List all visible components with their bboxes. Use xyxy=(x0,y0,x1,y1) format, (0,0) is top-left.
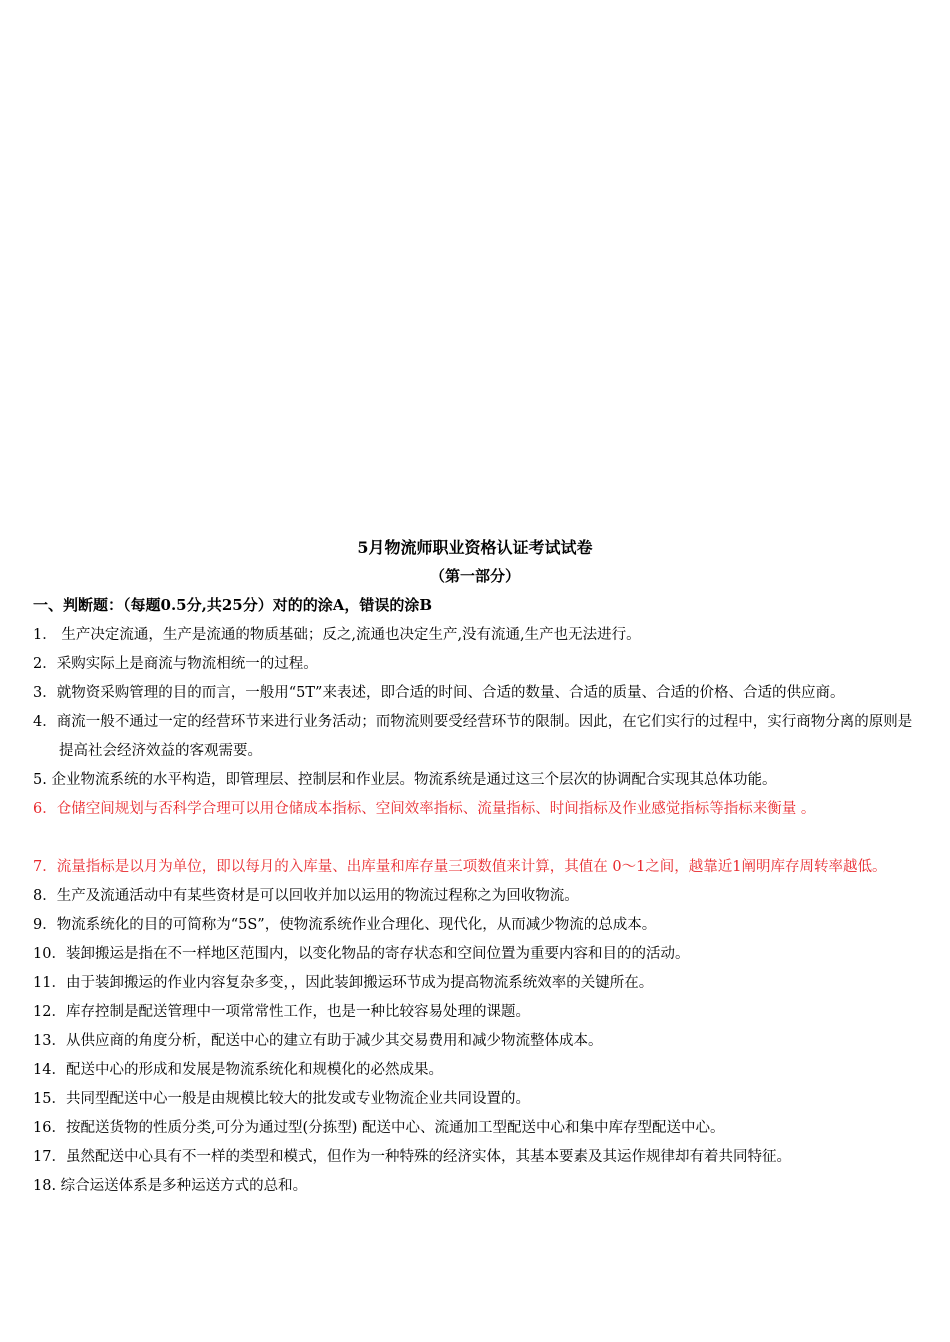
question-list xyxy=(33,621,918,1201)
question-item xyxy=(33,1027,918,1056)
question-item xyxy=(33,882,918,911)
question-number: 7． xyxy=(33,859,57,875)
question-number: 15． xyxy=(33,1091,66,1107)
question-item xyxy=(33,621,918,650)
question-item xyxy=(33,650,918,679)
exam-subtitle: （第一部分） xyxy=(429,567,520,585)
question-number: 12． xyxy=(33,1004,66,1020)
question-number: 1． xyxy=(33,627,57,643)
question-number: 9． xyxy=(33,917,57,933)
question-text: 库存控制是配送管理中一项常常性工作，也是一种比较容易处理的课题。 xyxy=(65,1004,530,1020)
question-number: 8． xyxy=(33,888,57,904)
section-heading: 一、判断题：（每题0.5分,共25分）对的的涂A，错误的涂B xyxy=(33,596,433,614)
question-item xyxy=(33,940,918,969)
question-text: 采购实际上是商流与物流相统一的过程。 xyxy=(56,656,318,672)
question-item xyxy=(33,1172,918,1201)
question-number: 18. xyxy=(33,1178,57,1194)
question-text: 商流一般不通过一定的经营环节来进行业务活动；而物流则要受经营环节的限制。因此，在它们实行的过程中，实行商物分离的原则是提高社会经济效益的客观需要。 xyxy=(56,714,913,759)
question-text: 共同型配送中心一般是由规模比较大的批发或专业物流企业共同设置的。 xyxy=(65,1091,530,1107)
question-item xyxy=(33,1056,918,1085)
question-text: 从供应商的角度分析，配送中心的建立有助于减少其交易费用和减少物流整体成本。 xyxy=(65,1033,603,1049)
question-text: 配送中心的形成和发展是物流系统化和规模化的必然成果。 xyxy=(65,1062,443,1078)
question-text: 企业物流系统的水平构造，即管理层、控制层和作业层。物流系统是通过这三个层次的协调配合实现其总体功能。 xyxy=(46,772,777,788)
question-text: 生产决定流通，生产是流通的物质基础；反之,流通也决定生产,没有流通,生产也无法进行。 xyxy=(56,627,641,643)
question-number: 14． xyxy=(33,1062,66,1078)
question-item xyxy=(33,679,918,708)
question-number: 13． xyxy=(33,1033,66,1049)
question-text: 按配送货物的性质分类,可分为通过型(分拣型) 配送中心、流通加工型配送中心和集中库存型配送中心。 xyxy=(65,1120,725,1136)
question-item xyxy=(33,911,918,940)
question-text: 就物资采购管理的目的而言，一般用“5T”来表述，即合适的时间、合适的数量、合适的质量、合适的价格、合适的供应商。 xyxy=(56,685,845,701)
exam-title: 5月物流师职业资格认证考试试卷 xyxy=(357,538,593,557)
question-number: 6． xyxy=(33,801,57,817)
question-number: 11． xyxy=(33,975,66,991)
question-item xyxy=(33,1143,918,1172)
question-number: 16． xyxy=(33,1120,66,1136)
question-text: 物流系统化的目的可简称为“5S”，使物流系统作业合理化、现代化，从而减少物流的总成本。 xyxy=(56,917,657,933)
question-text: 综合运送体系是多种运送方式的总和。 xyxy=(56,1178,308,1194)
question-number: 4． xyxy=(33,714,57,730)
question-text: 生产及流通活动中有某些资材是可以回收并加以运用的物流过程称之为回收物流。 xyxy=(56,888,579,904)
question-text: 虽然配送中心具有不一样的类型和模式，但作为一种特殊的经济实体，其基本要素及其运作规律却有着共同特征。 xyxy=(65,1149,791,1165)
question-number: 10． xyxy=(33,946,66,962)
question-item-highlighted xyxy=(33,795,918,824)
question-item xyxy=(33,766,918,795)
question-number: 17． xyxy=(33,1149,66,1165)
question-text: 流量指标是以月为单位，即以每月的入库量、出库量和库存量三项数值来计算，其值在 0～1之间，越靠近1阐明库存周转率越低。 xyxy=(56,859,887,875)
question-number: 5. xyxy=(33,772,47,788)
question-number: 3． xyxy=(33,685,57,701)
question-item xyxy=(33,998,918,1027)
question-text: 由于装卸搬运的作业内容复杂多变，，因此装卸搬运环节成为提高物流系统效率的关键所在。 xyxy=(65,975,654,991)
question-number: 2． xyxy=(33,656,57,672)
question-item-highlighted xyxy=(33,853,918,882)
question-item xyxy=(33,708,918,766)
question-text: 仓储空间规划与否科学合理可以用仓储成本指标、空间效率指标、流量指标、时间指标及作业感觉指标等指标来衡量 。 xyxy=(56,801,816,817)
question-item xyxy=(33,969,918,998)
question-text: 装卸搬运是指在不一样地区范围内，以变化物品的寄存状态和空间位置为重要内容和目的的活动。 xyxy=(65,946,690,962)
question-item xyxy=(33,1085,918,1114)
question-item xyxy=(33,1114,918,1143)
